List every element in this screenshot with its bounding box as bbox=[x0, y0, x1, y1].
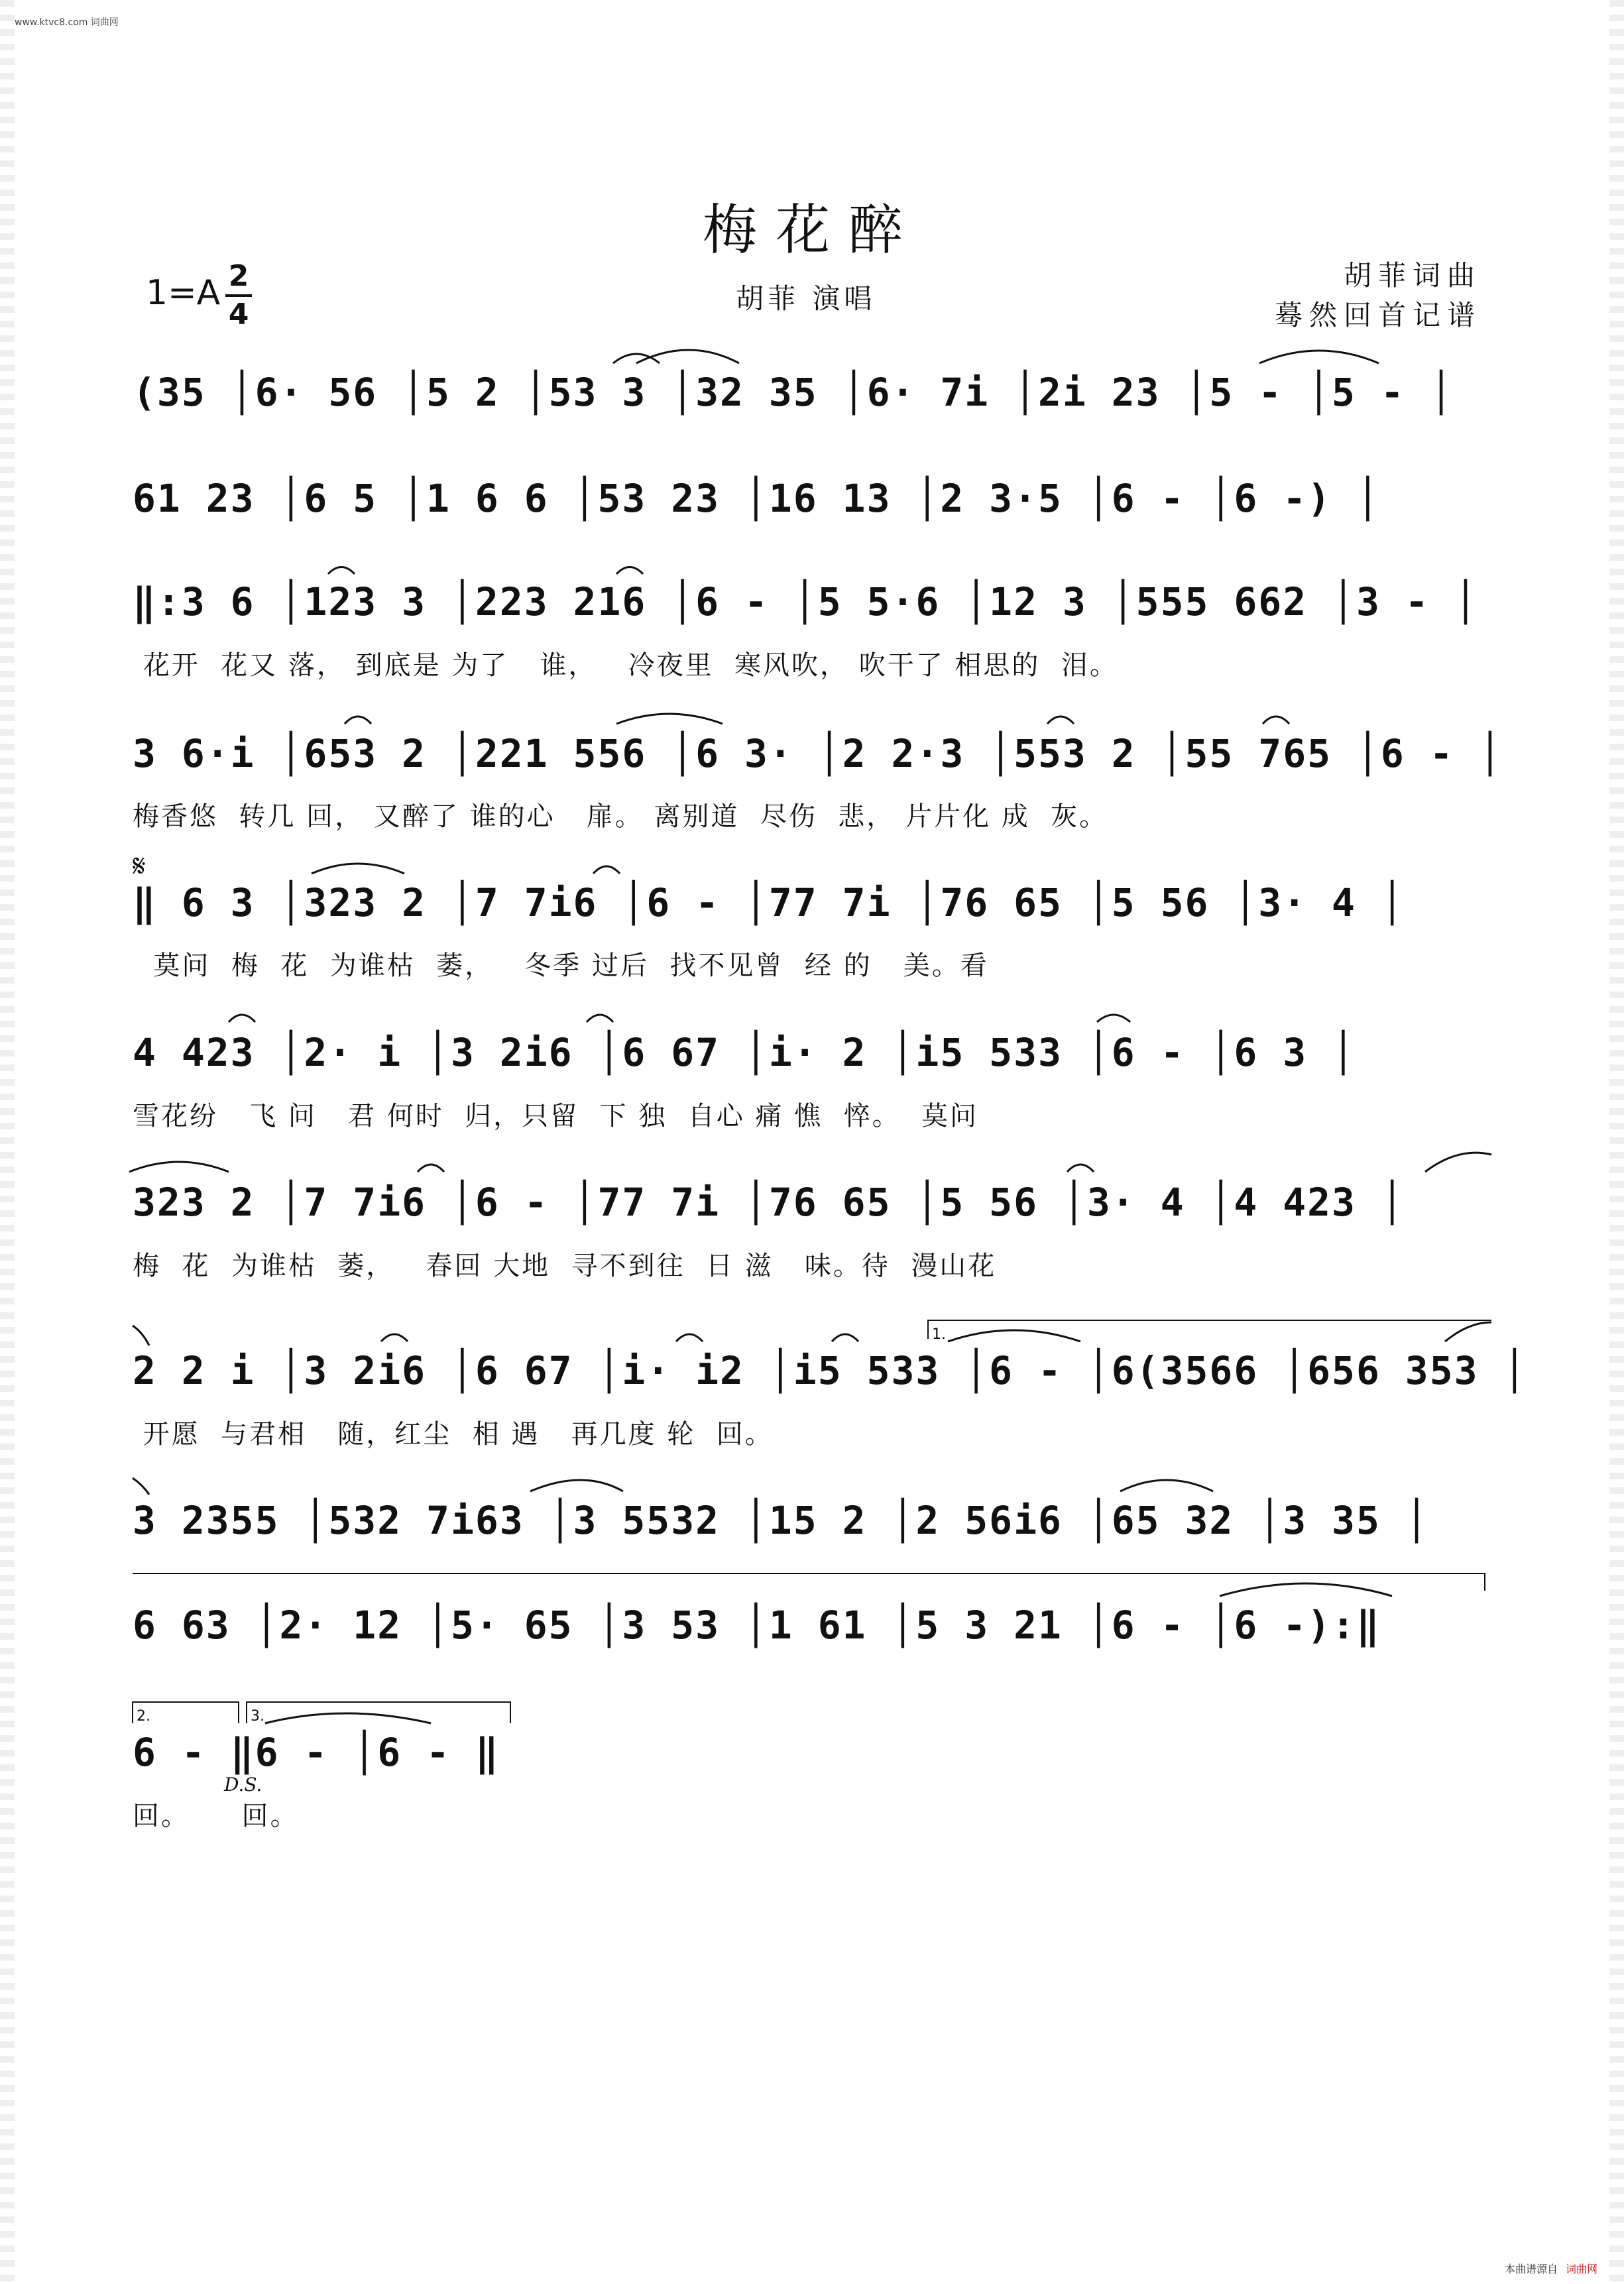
slur bbox=[676, 1334, 703, 1342]
notation-row: 3 6·i │653 2 │221 556 │6 3· │2 2·3 │553 2 │55 765 │6 - │ bbox=[133, 731, 1503, 776]
lyric-line: 梅 花 为谁枯 萎， 春回 大地 寻不到往 日 滋 味。待 漫山花 bbox=[133, 1251, 997, 1281]
lyric-line: 梅香悠 转几 回， 又醉了 谁的心 扉。 离别道 尽伤 悲， 片片化 成 灰。 bbox=[133, 801, 1108, 832]
volta-2-label: 2. bbox=[137, 1708, 150, 1725]
notation-row: ‖ 6 3 │323 2 │7 7i6 │6 - │77 7i │76 65 │5 56 │3· 4 │ bbox=[133, 880, 1405, 925]
notation-row: 323 2 │7 7i6 │6 - │77 7i │76 65 │5 56 │3· 4 │4 423 │ bbox=[133, 1180, 1405, 1225]
slur bbox=[1220, 1583, 1392, 1596]
notation-row: 2 2 i │3 2i6 │6 67 │i· i2 │i5 533 │6 - │6(3566 │656 353 │ bbox=[133, 1348, 1528, 1393]
volta-3-bracket bbox=[247, 1702, 510, 1723]
slur bbox=[530, 1480, 623, 1491]
time-signature-top: 2 bbox=[228, 259, 249, 293]
slur bbox=[133, 1478, 149, 1495]
slur bbox=[616, 714, 723, 724]
slur bbox=[593, 866, 620, 874]
lyric-line: 莫问 梅 花 为谁枯 萎， 冬季 过后 找不见曾 经 的 美。看 bbox=[133, 950, 989, 981]
lyric-line: 花开 花又 落， 到底是 为了 谁， 冷夜里 寒风吹， 吹干了 相思的 泪。 bbox=[133, 650, 1118, 681]
slur bbox=[312, 864, 404, 874]
notation-row: 3 2355 │532 7i63 │3 5532 │15 2 │2 56i6 │65 32 │3 35 │ bbox=[133, 1498, 1430, 1543]
slur bbox=[948, 1330, 1080, 1342]
slur bbox=[418, 1165, 444, 1172]
slur bbox=[133, 1326, 149, 1345]
song-title: 梅花醉 bbox=[702, 199, 921, 262]
key-signature: 1=A bbox=[146, 273, 221, 313]
slur bbox=[1067, 1165, 1094, 1172]
lyric-line: 回。 回。 bbox=[133, 1801, 299, 1831]
notation-row: 6 63 │2· 12 │5· 65 │3 53 │1 61 │5 3 21 │6 - │6 -):‖ bbox=[133, 1603, 1381, 1648]
slur bbox=[1047, 716, 1074, 724]
lyric-line: 雪花纷 飞 问 君 何时 归，只留 下 独 自心 痛 憔 悴。 莫问 bbox=[133, 1101, 979, 1131]
slur bbox=[265, 1713, 431, 1723]
volta-3-label: 3. bbox=[251, 1708, 264, 1725]
footer-text: 本曲谱源自 bbox=[1504, 2263, 1558, 2275]
slur bbox=[832, 1334, 858, 1342]
notation-row: (35 │6· 56 │5 2 │53 3 │32 35 │6· 7i │2i 23 │5 - │5 - │ bbox=[133, 370, 1454, 415]
notation-row: 61 23 │6 5 │1 6 6 │53 23 │16 13 │2 3·5 │6 - │6 -) │ bbox=[133, 476, 1381, 521]
notation-row: 4 423 │2· i │3 2i6 │6 67 │i· 2 │i5 533 │6 - │6 3 │ bbox=[133, 1030, 1356, 1075]
notation-row: 6 - ‖6 - │6 - ‖ bbox=[133, 1730, 500, 1775]
slur bbox=[587, 1015, 613, 1022]
slur bbox=[1120, 1480, 1213, 1491]
slur bbox=[381, 1334, 408, 1342]
slur bbox=[1445, 1322, 1491, 1342]
repeat-span-line bbox=[133, 1573, 1485, 1591]
composer-credit: 胡菲词曲 bbox=[1343, 259, 1481, 292]
volta-1-label: 1. bbox=[932, 1326, 946, 1343]
segno-sign: 𝄋 bbox=[133, 848, 146, 884]
singer-credit: 胡菲 演唱 bbox=[736, 282, 876, 315]
slur bbox=[229, 1015, 255, 1022]
footer-logo: 词曲网 bbox=[1565, 2263, 1597, 2275]
slur bbox=[328, 567, 355, 575]
notation-row: ‖:3 6 │123 3 │223 216 │6 - │5 5·6 │12 3 │555 662 │3 - │ bbox=[133, 579, 1479, 624]
slur bbox=[1263, 716, 1289, 724]
ds-marking: D.S. bbox=[224, 1774, 262, 1796]
slur bbox=[1097, 1015, 1130, 1022]
transcriber-credit: 蓦然回首记谱 bbox=[1274, 299, 1481, 331]
time-signature-bottom: 4 bbox=[228, 298, 249, 331]
lyric-line: 开愿 与君相 随，红尘 相 遇 再几度 轮 回。 bbox=[133, 1419, 774, 1450]
site-header: www.ktvc8.com 词曲网 bbox=[15, 17, 119, 28]
slur bbox=[345, 716, 371, 724]
slur bbox=[1259, 351, 1379, 363]
slur bbox=[1425, 1153, 1491, 1172]
slur bbox=[616, 567, 643, 575]
slur bbox=[636, 350, 739, 363]
slur bbox=[129, 1162, 229, 1172]
